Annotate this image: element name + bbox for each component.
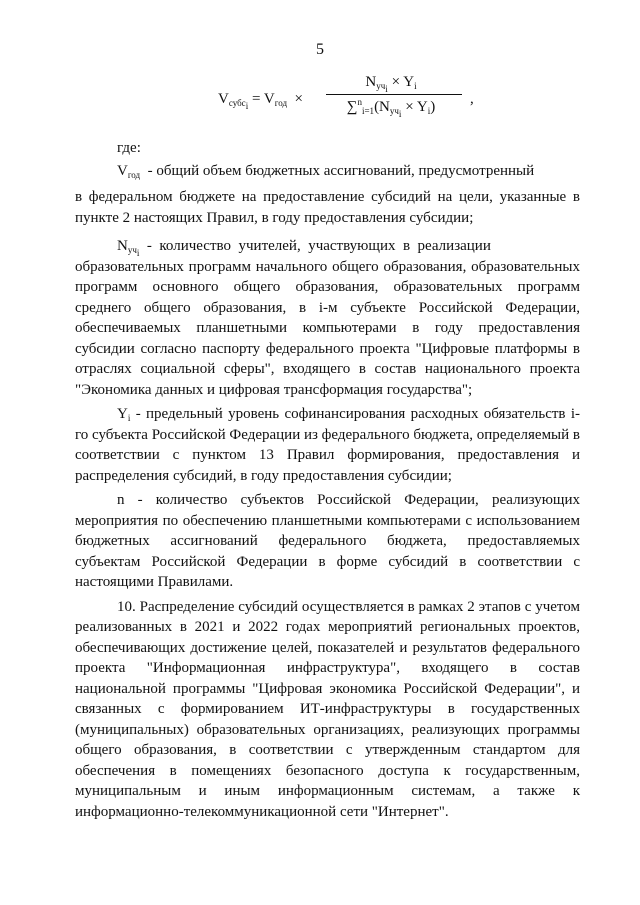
subsidy-formula (218, 70, 478, 130)
formula-v: V (218, 91, 229, 107)
page-number: 5 (316, 41, 324, 58)
formula-equals: = V (248, 91, 275, 107)
definition-vgod: $V_{год}$ - общий объем бюджетных ассигнований, предусмотренный (117, 162, 535, 180)
definition-vgod-continued: в федеральном бюджете на предоставление субсидий на цели, указанные в пункте 2 настоящих Правил, в году предоставления субсидии; (75, 189, 580, 226)
formula-fraction (316, 70, 466, 119)
definition-n-teachers: $N_{учi}$ - количество учителей, участвующих в реализации (117, 238, 491, 258)
formula-v-subscript: субсi (228, 98, 249, 111)
definition-n-teachers-continued: образовательных программ начального общего образования, образовательных программ основного общего образования, образовательных программ среднего общего образования, в i-м субъекте Российской Федерации, обеспечиваемых планшетными компьютерами в году предоставления субсидии согласно паспорту федерального проекта "Цифровые платформы в отраслях социальной сферы", входящего в состав национального проекта "Экономика данных и цифровая трансформация государства"; (75, 258, 580, 398)
document-body (75, 138, 580, 822)
definition-y: $Y_i$ - предельный уровень софинансирования расходных обязательств i-го субъекта Российской Федерации из федерального бюджета, определяемый в соответствии с пунктом 13 Правил формирования, предоставления и распределения субсидий, в году предоставления субсидии; (75, 406, 580, 484)
formula-vgod-subscript: год (274, 98, 288, 108)
formula-lhs (218, 89, 303, 110)
definition-n-subjects: n - количество субъектов Российской Федерации, реализующих мероприятия по обеспечению планшетными компьютерами с использованием бюджетных ассигнований федерального бюджета, предоставляемых субъектам Российской Федерации в форме субсидий в соответствии с настоящими Правилами. (75, 492, 580, 590)
paragraph-10: 10. Распределение субсидий осуществляется в рамках 2 этапов с учетом реализованных в 2021 и 2022 годах мероприятий региональных проектов, обеспечивающих достижение целей, показателей и результатов федерального проекта "Информационная инфраструктура", входящего в состав национальной программы "Цифровая экономика Российской Федерации", и связанных с формированием ИТ-инфраструктуры в государственных (муниципальных) образовательных организациях, реализующих программы общего образования, в соответствии с утвержденным стандартом для обеспечения в помещениях безопасного доступа к государственным, муниципальным и иным информационным системам, а также к информационно-телекоммуникационной сети "Интернет". (75, 598, 580, 820)
formula-times: × (287, 91, 303, 107)
formula-numerator: $N_{учi} \times Y_i$ (365, 74, 417, 94)
where-label: где: (117, 140, 141, 156)
formula-denominator: $\sum^n_{i=1}(N_{учi} \times Y_i)$ (346, 97, 436, 119)
formula-comma: , (470, 91, 474, 107)
